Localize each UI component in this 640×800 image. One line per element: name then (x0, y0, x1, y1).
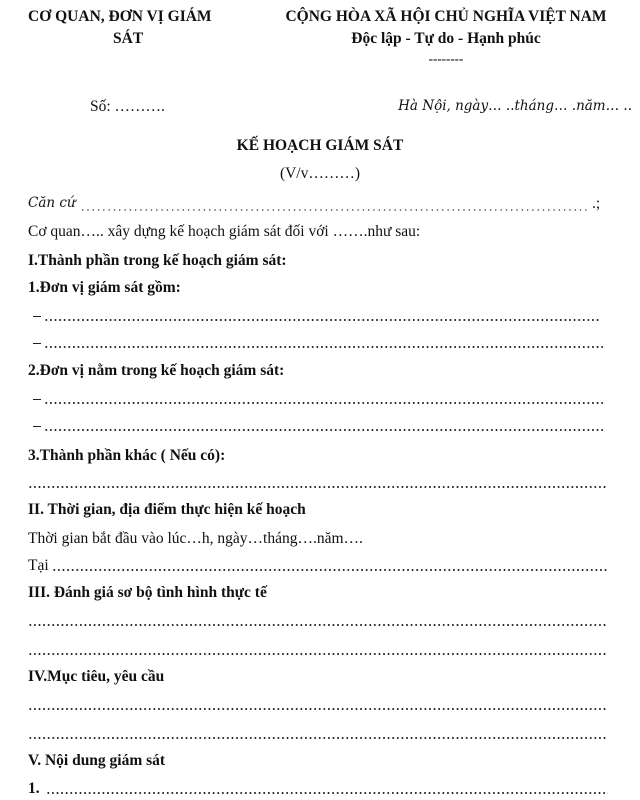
fill-line (28, 486, 608, 488)
section-4-heading: IV.Mục tiêu, yêu cầu (28, 668, 165, 685)
agency-name-line1: CƠ QUAN, ĐƠN VỊ GIÁM (28, 8, 212, 25)
document-title: KẾ HOẠCH GIÁM SÁT (236, 137, 404, 154)
fill-line (28, 653, 608, 655)
dash-mark (33, 426, 41, 427)
section-2-heading: II. Thời gian, địa điểm thực hiện kế hoạch (28, 501, 306, 518)
document-number: Số: ………. (90, 98, 165, 115)
dash-mark (33, 343, 41, 344)
fill-line (28, 708, 608, 710)
fill-line (28, 737, 608, 739)
intro-statement: Cơ quan….. xây dựng kế hoạch giám sát đối với …….như sau: (28, 223, 421, 240)
basis-label: Căn cứ (28, 195, 76, 211)
location-label: Tại (28, 557, 49, 574)
fill-line (44, 402, 604, 404)
section-1-sub3: 3.Thành phần khác ( Nếu có): (28, 447, 226, 464)
section-1-heading: I.Thành phần trong kế hoạch giám sát: (28, 252, 287, 269)
national-motto: Độc lập - Tự do - Hạnh phúc (351, 30, 541, 47)
location-fill-line (52, 569, 608, 571)
fill-line (46, 792, 608, 794)
document-subject: (V/v………) (279, 165, 361, 182)
dash-mark (33, 399, 41, 400)
fill-line (44, 346, 604, 348)
national-title: CỘNG HÒA XÃ HỘI CHỦ NGHĨA VIỆT NAM (285, 8, 607, 25)
section-5-heading: V. Nội dung giám sát (28, 752, 166, 769)
start-time-line: Thời gian bắt đầu vào lúc…h, ngày…tháng….năm…. (28, 530, 363, 547)
fill-line (44, 429, 604, 431)
dash-mark (33, 316, 41, 317)
section-5-item-1: 1. (28, 780, 40, 797)
section-1-sub1: 1.Đơn vị giám sát gồm: (28, 279, 181, 296)
place-and-date: Hà Nội, ngày… ..tháng… .năm… .. (398, 98, 632, 114)
section-1-sub2: 2.Đơn vị nằm trong kế hoạch giám sát: (28, 362, 285, 379)
agency-name-line2: SÁT (113, 30, 144, 47)
section-3-heading: III. Đánh giá sơ bộ tình hình thực tế (28, 584, 267, 601)
fill-line (28, 624, 608, 626)
basis-fill-line (80, 209, 590, 211)
basis-end: .; (592, 195, 601, 212)
fill-line (44, 319, 600, 321)
motto-rule: -------- (428, 51, 464, 66)
